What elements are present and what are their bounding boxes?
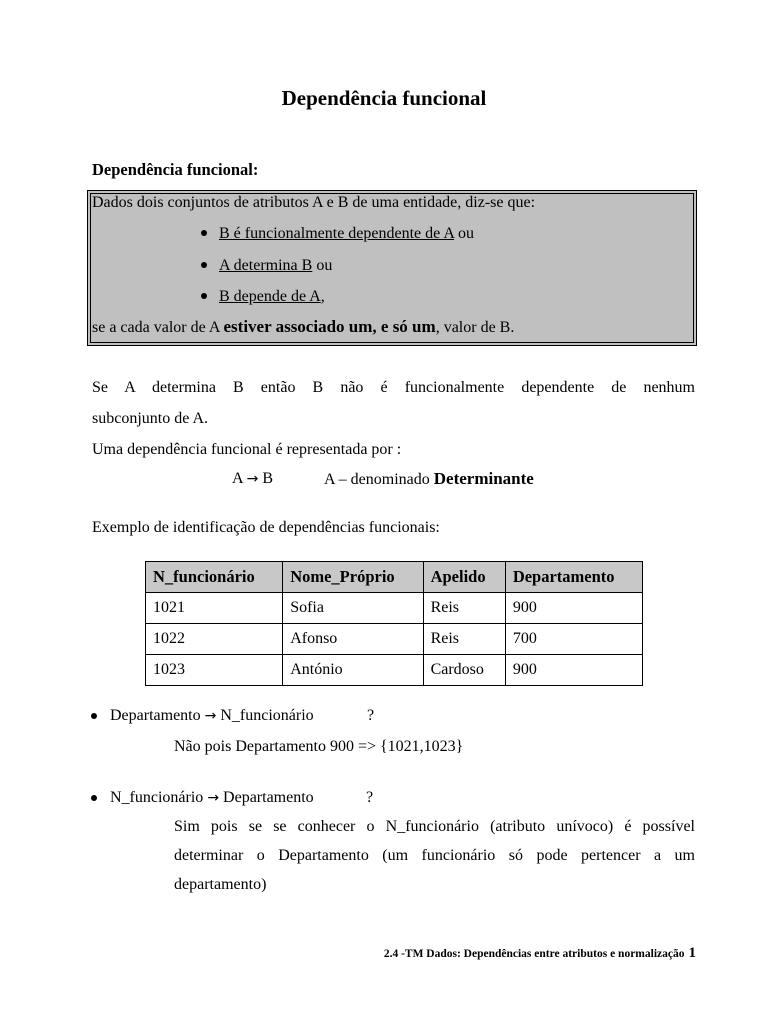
definition-closing <box>92 317 514 338</box>
table-cell: 900 <box>505 655 642 686</box>
bullet-3-suffix: , <box>320 288 325 305</box>
bullet-2-underlined: A determina B <box>219 257 313 274</box>
example-intro: Exemplo de identificação de dependências funcionais: <box>92 519 440 536</box>
notation-right <box>324 469 534 490</box>
arrow-right-icon: → <box>207 790 220 806</box>
paragraph-2: Uma dependência funcional é representada por : <box>92 441 402 458</box>
question-1-mark: ? <box>367 707 375 724</box>
closing-post: , valor de B. <box>435 319 515 336</box>
notation-left <box>232 469 273 489</box>
definition-bullet-2 <box>219 256 332 276</box>
table-header-cell: Apelido <box>423 562 505 593</box>
page-footer <box>384 945 696 962</box>
definition-bullet-3 <box>219 287 325 307</box>
bullet-dot-icon <box>201 293 207 299</box>
question-2-answer-line-2: determinar o Departamento (um funcionário só pode pertencer a um <box>174 847 695 864</box>
question-2-answer-line-1: Sim pois se se conhecer o N_funcionário (atributo unívoco) é possível <box>174 818 695 835</box>
bullet-1-underlined: B é funcionalmente dependente de A <box>219 225 455 242</box>
bullet-dot-icon <box>91 713 97 719</box>
paragraph-1-line-1: Se A determina B então B não é funcionalmente dependente de nenhum <box>92 379 695 396</box>
arrow-right-icon: → <box>204 708 217 724</box>
table-cell: Sofia <box>283 593 423 624</box>
table-row <box>146 655 643 686</box>
bullet-1-suffix: ou <box>454 225 475 242</box>
bullet-2-suffix: ou <box>312 257 333 274</box>
bullet-dot-icon <box>201 230 207 236</box>
employee-table <box>145 561 643 686</box>
question-2-answer <box>174 812 695 899</box>
table-cell: Reis <box>423 593 505 624</box>
page-title: Dependência funcional <box>281 86 487 110</box>
table-header-cell: N_funcionário <box>146 562 283 593</box>
notation-a: A <box>232 470 243 487</box>
question-2-answer-line-3: departamento) <box>174 876 267 893</box>
question-1-to: N_funcionário <box>220 707 314 724</box>
table-header-cell: Departamento <box>505 562 642 593</box>
definition-bullet-1 <box>219 224 474 244</box>
notation-right-pre: A – denominado <box>324 471 434 488</box>
definition-intro: Dados dois conjuntos de atributos A e B de uma entidade, diz-se que: <box>92 194 536 211</box>
table-cell: Reis <box>423 624 505 655</box>
notation-b: B <box>262 470 274 487</box>
table-cell: Cardoso <box>423 655 505 686</box>
question-2-from: N_funcionário <box>110 789 204 806</box>
table-cell: 1022 <box>146 624 283 655</box>
footer-text: 2.4 -TM Dados: Dependências entre atributos e normalização <box>383 948 685 960</box>
question-1-from: Departamento <box>110 707 201 724</box>
table-header-cell: Nome_Próprio <box>283 562 423 593</box>
table-cell: Afonso <box>283 624 423 655</box>
notation-right-bold: Determinante <box>433 469 534 488</box>
paragraph-1 <box>92 372 695 465</box>
closing-pre: se a cada valor de A <box>92 319 224 336</box>
table-cell: 900 <box>505 593 642 624</box>
arrow-right-icon: → <box>246 471 259 487</box>
table-cell: 1023 <box>146 655 283 686</box>
bullet-dot-icon <box>91 795 97 801</box>
section-heading: Dependência funcional: <box>92 160 259 179</box>
question-1 <box>110 706 314 726</box>
table-cell: 1021 <box>146 593 283 624</box>
bullet-3-underlined: B depende de A <box>219 288 321 305</box>
table-row <box>146 593 643 624</box>
closing-bold: estiver associado um, e só um <box>223 317 436 336</box>
question-1-answer: Não pois Departamento 900 => {1021,1023} <box>174 738 464 755</box>
table-header-row <box>146 562 643 593</box>
paragraph-1-line-2: subconjunto de A. <box>92 410 208 427</box>
table-cell: 700 <box>505 624 642 655</box>
question-2-to: Departamento <box>223 789 314 806</box>
page-number: 1 <box>688 945 696 961</box>
bullet-dot-icon <box>201 262 207 268</box>
table-row <box>146 624 643 655</box>
table-cell: António <box>283 655 423 686</box>
question-2 <box>110 788 314 808</box>
question-2-mark: ? <box>366 789 374 806</box>
